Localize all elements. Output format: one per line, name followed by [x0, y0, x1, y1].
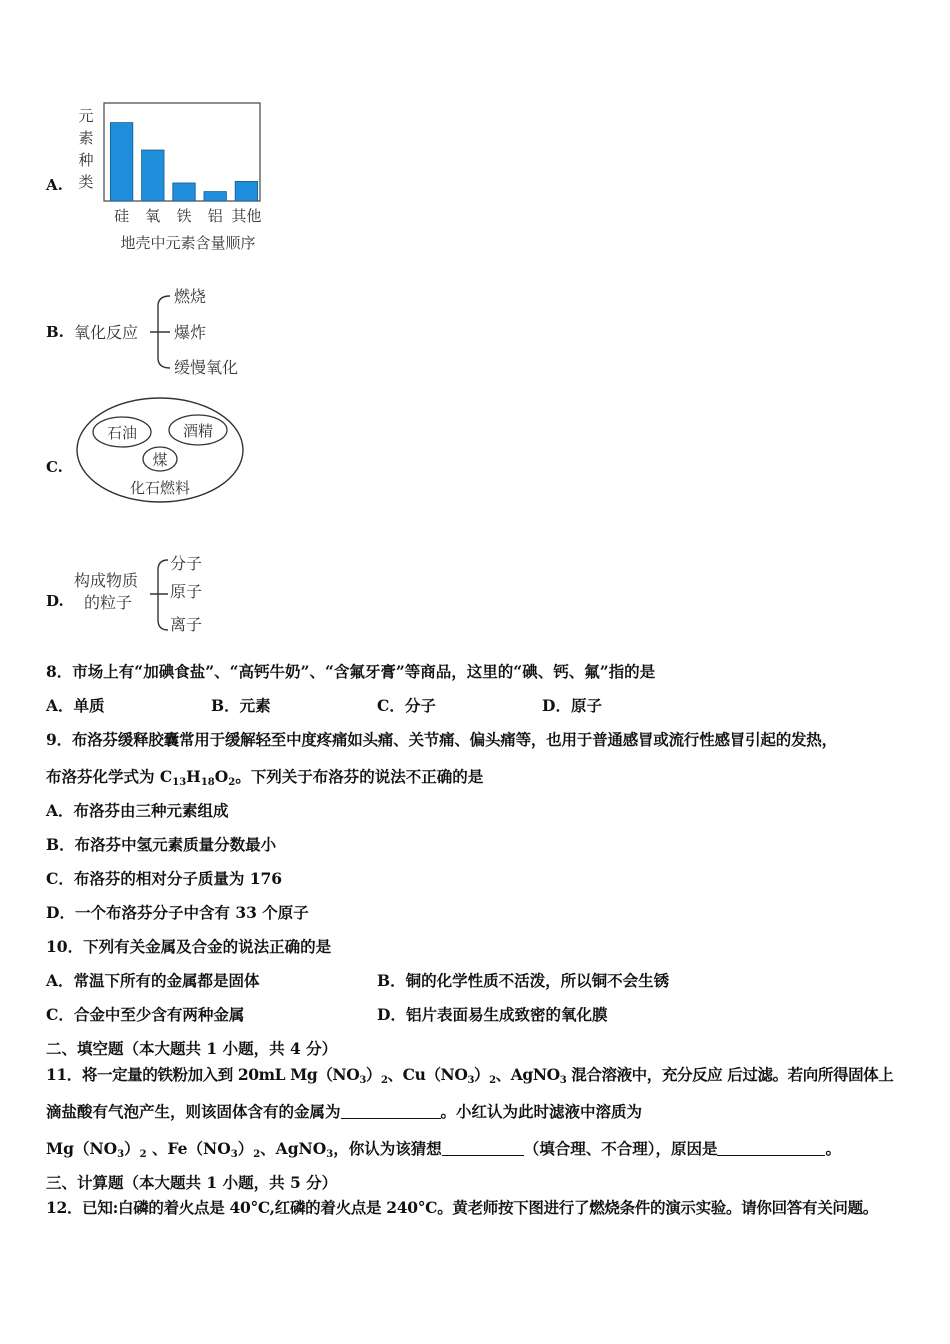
diagram-item-1: 分子 — [170, 554, 203, 573]
question-10-option-b: B．铜的化学性质不活泼，所以铜不会生锈 — [377, 971, 670, 990]
question-9-option-b: B．布洛芬中氢元素质量分数最小 — [46, 835, 277, 854]
option-a-letter: A. — [46, 176, 63, 194]
answer-blank-3[interactable] — [717, 1140, 825, 1156]
question-9-option-d: D．一个布洛芬分子中含有 33 个原子 — [46, 903, 309, 922]
question-8-stem: 8．市场上有“加碘食盐”、“高钙牛奶”、“含氟牙膏”等商品，这里的“碘、钙、氟”指的是 — [46, 662, 656, 681]
y-axis-label-char: 种 — [78, 151, 94, 169]
question-8-option-d: D．原子 — [542, 696, 602, 715]
answer-blank-1[interactable] — [341, 1103, 441, 1119]
diagram-item-1: 燃烧 — [174, 287, 207, 306]
option-d-letter: D. — [46, 592, 64, 610]
bar-5 — [235, 181, 257, 201]
question-10-option-c: C．合金中至少含有两种金属 — [46, 1005, 245, 1024]
option-c-letter: C. — [46, 458, 63, 476]
section-2-heading: 二、填空题（本大题共 1 小题，共 4 分） — [46, 1039, 338, 1058]
oxidation-reaction-diagram — [70, 282, 250, 382]
question-10-option-d: D．铝片表面易生成致密的氧化膜 — [377, 1005, 608, 1024]
bar-2 — [142, 150, 164, 201]
y-axis-label-char: 素 — [78, 129, 94, 147]
outer-label: 化石燃料 — [129, 479, 191, 497]
x-tick-label: 硅 — [114, 207, 130, 225]
inner-label-2: 酒精 — [182, 422, 214, 440]
question-10-option-a: A．常温下所有的金属都是固体 — [46, 971, 260, 990]
bar-1 — [110, 123, 132, 201]
question-11-line1: 11．将一定量的铁粉加入到 20mL $Mg(NO_3)_2$、$Cu(NO_3)_2$、AgNO$_3$ 混合溶液中，充分反应 后过滤。若向所得固体上 — [46, 1065, 894, 1086]
question-9-option-c: C．布洛芬的相对分子质量为 176 — [46, 869, 283, 888]
question-8-option-b: B．元素 — [211, 696, 271, 715]
inner-label-3: 煤 — [152, 451, 168, 469]
diagram-root-label-line2: 的粒子 — [84, 593, 133, 612]
fossil-fuel-diagram — [74, 392, 254, 512]
y-axis-label-char: 元 — [78, 107, 94, 125]
x-tick-label: 铝 — [207, 207, 223, 225]
question-12-stem: 12．已知:白磷的着火点是 40°C,红磷的着火点是 240°C。黄老师按下图进行了燃烧条件的演示实验。请你回答有关问题。 — [46, 1198, 879, 1217]
diagram-item-2: 爆炸 — [174, 323, 207, 342]
bar-4 — [204, 192, 226, 201]
x-tick-label: 铁 — [176, 207, 192, 225]
option-b-letter: B. — [46, 323, 64, 341]
diagram-item-3: 离子 — [170, 615, 203, 634]
question-8-option-c: C．分子 — [377, 696, 436, 715]
diagram-item-3: 缓慢氧化 — [174, 358, 239, 377]
x-tick-label: 其他 — [231, 207, 262, 225]
bar-3 — [173, 183, 195, 201]
x-axis-label: 地壳中元素含量顺序 — [120, 234, 256, 252]
element-content-bar-chart — [70, 95, 280, 260]
particle-diagram — [70, 550, 220, 642]
y-axis-label-char: 类 — [78, 173, 94, 191]
question-9-option-a: A．布洛芬由三种元素组成 — [46, 801, 229, 820]
question-8-option-a: A．单质 — [46, 696, 105, 715]
section-3-heading: 三、计算题（本大题共 1 小题，共 5 分） — [46, 1173, 338, 1192]
question-11-line2: 滴盐酸有气泡产生，则该固体含有的金属为 。小红认为此时滤液中溶质为 — [46, 1102, 643, 1121]
question-9-stem-line2: 布洛芬化学式为 $C_{13}H_{18}O_2$。下列关于布洛芬的说法不正确的是 — [46, 767, 484, 788]
inner-label-1: 石油 — [106, 424, 138, 442]
diagram-root-label: 氧化反应 — [74, 323, 139, 342]
brace-icon — [150, 296, 170, 368]
x-tick-label: 氧 — [145, 207, 161, 225]
question-9-stem-line1: 9．布洛芬缓释胶囊常用于缓解轻至中度疼痛如头痛、关节痛、偏头痛等，也用于普通感冒或流行性感冒引起的发热， — [46, 730, 837, 749]
brace-icon — [150, 560, 168, 630]
diagram-root-label-line1: 构成物质 — [74, 571, 139, 590]
question-10-stem: 10．下列有关金属及合金的说法正确的是 — [46, 937, 332, 956]
answer-blank-2[interactable] — [442, 1140, 524, 1156]
question-11-line3: $Mg(NO_3)_2$ 、$Fe(NO_3)_2$、AgNO$_3$，你认为该猜想 （填合理、不合理），原因是 。 — [46, 1139, 841, 1160]
diagram-item-2: 原子 — [170, 582, 203, 601]
